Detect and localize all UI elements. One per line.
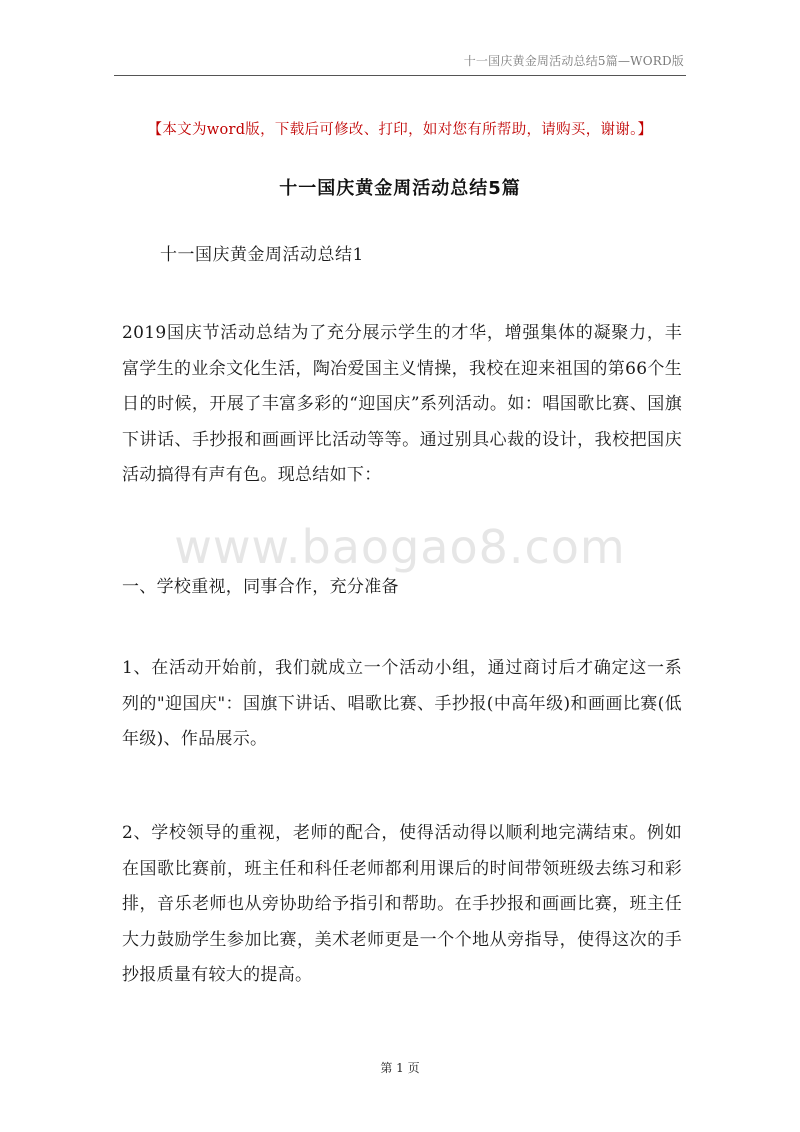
paragraph-intro: 2019国庆节活动总结为了充分展示学生的才华，增强集体的凝聚力，丰富学生的业余文化生活，陶冶爱国主义情操，我校在迎来祖国的第66个生日的时候，开展了丰富多彩的“迎国庆”系列活动。如：唱国歌比赛、国旗下讲话、手抄报和画画评比活动等等。通过别具心裁的设计，我校把国庆活动搞得有声有色。现总结如下： xyxy=(122,323,682,485)
watermark: www.baogao8.com xyxy=(174,520,626,574)
purchase-notice: 【本文为word版，下载后可修改、打印，如对您有所帮助，请购买，谢谢。】 xyxy=(147,122,653,138)
document-title: 十一国庆黄金周活动总结5篇 xyxy=(279,178,521,199)
paragraph-point-2: 2、学校领导的重视，老师的配合，使得活动得以顺利地完满结束。例如在国歌比赛前，班主任和科任老师都利用课后的时间带领班级去练习和彩排，音乐老师也从旁协助给予指引和帮助。在手抄报和画画比赛，班主任大力鼓励学生参加比赛，美术老师更是一个个地从旁指导，使得这次的手抄报质量有较大的提高。 xyxy=(122,823,682,985)
header-divider xyxy=(114,75,686,76)
page-number: 第 1 页 xyxy=(380,1061,420,1075)
paragraph-point-1: 1、在活动开始前，我们就成立一个活动小组，通过商讨后才确定这一系列的"迎国庆"：国旗下讲话、唱歌比赛、手抄报(中高年级)和画画比赛(低年级)、作品展示。 xyxy=(122,658,682,749)
running-header: 十一国庆黄金周活动总结5篇—WORD版 xyxy=(463,54,684,68)
paragraph-heading-one: 一、学校重视，同事合作，充分准备 xyxy=(122,577,399,597)
section-title: 十一国庆黄金周活动总结1 xyxy=(160,245,364,265)
